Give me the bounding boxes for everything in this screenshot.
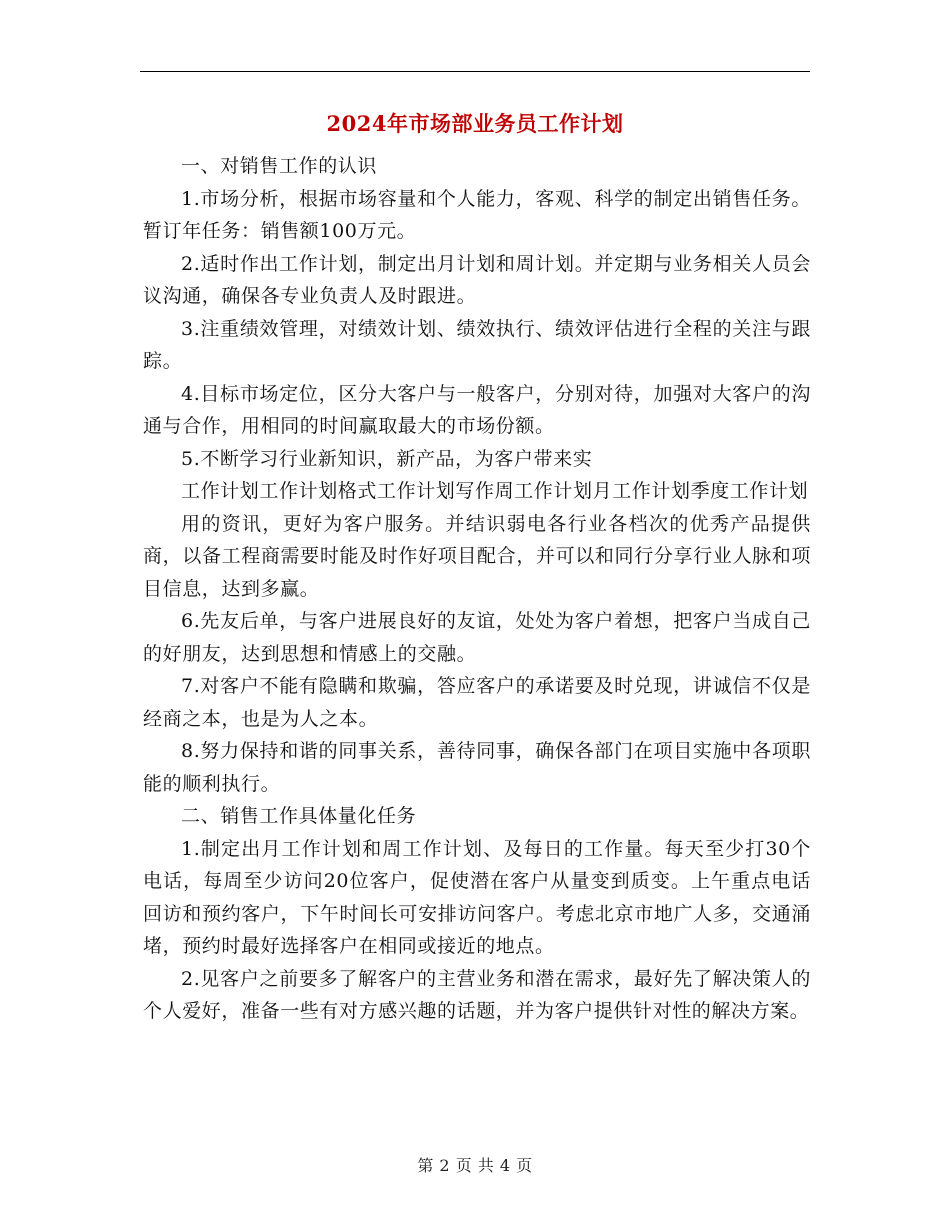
- section-heading-1: 一、对销售工作的认识: [181, 155, 378, 177]
- paragraph: 4.目标市场定位，区分大客户与一般客户，分别对待，加强对大客户的沟通与合作，用相同的时间赢取最大的市场份额。: [143, 382, 811, 437]
- paragraph: 6.先友后单，与客户进展良好的友谊，处处为客户着想，把客户当成自己的好朋友，达到思想和情感上的交融。: [143, 610, 811, 665]
- paragraph: 7.对客户不能有隐瞒和欺骗，答应客户的承诺要及时兑现，讲诚信不仅是经商之本，也是为人之本。: [143, 675, 811, 730]
- paragraph: 3.注重绩效管理，对绩效计划、绩效执行、绩效评估进行全程的关注与跟踪。: [143, 317, 811, 372]
- document-title: 2024年市场部业务员工作计划: [326, 111, 624, 136]
- paragraph: 5.不断学习行业新知识，新产品，为客户带来实: [181, 447, 593, 470]
- paragraph: 2.见客户之前要多了解客户的主营业务和潜在需求，最好先了解决策人的个人爱好，准备一些有对方感兴趣的话题，并为客户提供针对性的解决方案。: [143, 967, 811, 1022]
- paragraph: 用的资讯，更好为客户服务。并结识弱电各行业各档次的优秀产品提供商，以备工程商需要时能及时作好项目配合，并可以和同行分享行业人脉和项目信息，达到多赢。: [143, 512, 811, 600]
- paragraph: 工作计划工作计划格式工作计划写作周工作计划月工作计划季度工作计划: [181, 480, 809, 502]
- header-rule: [140, 71, 810, 72]
- document-body: [143, 150, 811, 1028]
- section-heading-2: 二、销售工作具体量化任务: [181, 805, 417, 827]
- paragraph: 1.市场分析，根据市场容量和个人能力，客观、科学的制定出销售任务。暂订年任务：销售额100万元。: [143, 187, 811, 242]
- page-number: 第 2 页 共 4 页: [417, 1156, 533, 1175]
- paragraph: 2.适时作出工作计划，制定出月计划和周计划。并定期与业务相关人员会议沟通，确保各专业负责人及时跟进。: [143, 252, 811, 307]
- paragraph: 1.制定出月工作计划和周工作计划、及每日的工作量。每天至少打30个电话，每周至少访问20位客户，促使潜在客户从量变到质变。上午重点电话回访和预约客户，下午时间长可安排访问客户。考虑北京市地广人多，交通涌堵，预约时最好选择客户在相同或接近的地点。: [143, 837, 811, 957]
- paragraph: 8.努力保持和谐的同事关系，善待同事，确保各部门在项目实施中各项职能的顺利执行。: [143, 740, 811, 795]
